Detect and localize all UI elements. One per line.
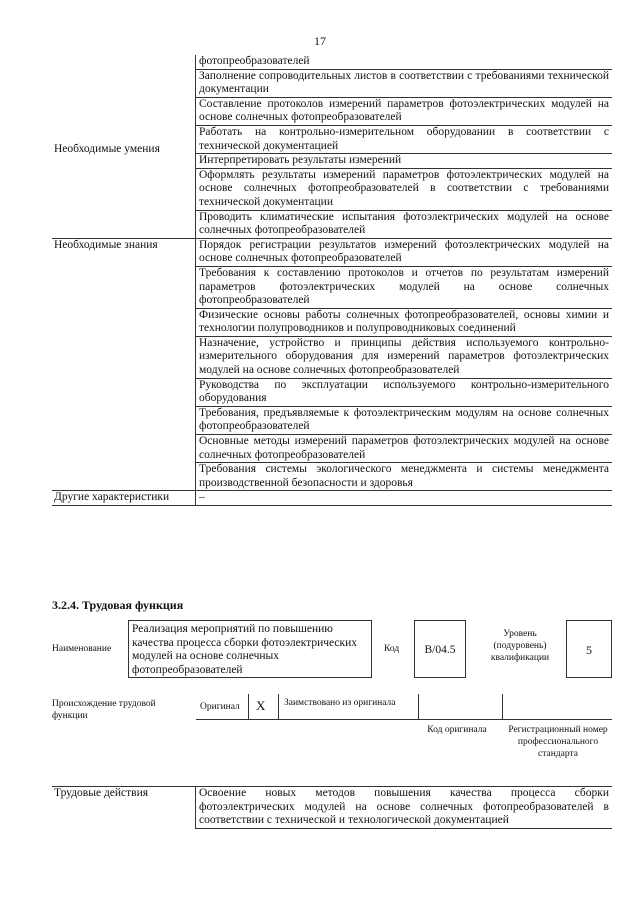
reg-number-caption: Регистрационный номер профессионального стандарта <box>508 725 608 759</box>
table-cell: Заполнение сопроводительных листов в соответствии с требованиями технической документации <box>196 69 613 97</box>
requirements-table <box>52 55 612 506</box>
code-original-caption: Код оригинала <box>427 725 487 735</box>
code-value: B/04.5 <box>414 620 466 678</box>
divider <box>248 694 249 720</box>
table-cell: Требования, предъявляемые к фотоэлектрическим модулям на основе солнечных фотопреобразователей <box>196 406 613 434</box>
divider <box>502 694 503 720</box>
table-cell: – <box>196 491 613 506</box>
table-cell: фотопреобразователей <box>196 55 613 69</box>
page-number: 17 <box>314 34 326 48</box>
table-row <box>52 97 612 125</box>
table-row <box>52 787 612 829</box>
origin-label: Происхождение трудовой функции <box>52 699 156 721</box>
table-cell: Интерпретировать результаты измерений <box>196 154 613 169</box>
table-cell: Работать на контрольно-измерительном оборудовании в соответствии с технической документацией <box>196 125 613 153</box>
borrowed-label: Заимствовано из оригинала <box>284 698 396 708</box>
level-label: Уровень (подуровень) квалификации <box>490 629 550 663</box>
section-heading: 3.2.4. Трудовая функция <box>52 598 184 612</box>
table-row <box>52 55 612 69</box>
original-label: Оригинал <box>200 702 240 712</box>
table-cell: Требования к составлению протоколов и отчетов по результатам измерений параметров фотоэлектрических модулей на основе солнечных фотопреобразователей <box>196 266 613 308</box>
code-label: Код <box>384 644 400 654</box>
original-mark: X <box>256 698 266 713</box>
divider <box>196 719 612 720</box>
divider <box>278 694 279 720</box>
actions-label: Трудовые действия <box>52 787 196 829</box>
table-cell: Назначение, устройство и принципы действия используемого контрольно-измерительного оборудования для измерений параметров фотоэлектрических модулей на основе солнечных фотопреобразователей <box>196 336 613 378</box>
divider <box>418 694 419 720</box>
table-cell: Физические основы работы солнечных фотопреобразователей, основы химии и технологии полупроводников и полупроводниковых соединений <box>196 308 613 336</box>
table-cell: Проводить климатические испытания фотоэлектрических модулей на основе солнечных фотопреобразователей <box>196 210 613 238</box>
table-cell: Оформлять результаты измерений параметров фотоэлектрических модулей на основе солнечных фотопреобразователей в соответствии с требованиями технической документации <box>196 168 613 210</box>
table-row <box>52 491 612 506</box>
actions-table <box>52 786 612 829</box>
row-label <box>52 55 196 97</box>
table-cell: Руководства по эксплуатации используемого контрольно-измерительного оборудования <box>196 378 613 406</box>
name-value: Реализация мероприятий по повышению качества процесса сборки фотоэлектрических модулей на основе солнечных фотопреобразователей <box>128 620 372 678</box>
skills-label: Необходимые умения <box>54 142 160 155</box>
table-cell: Порядок регистрации результатов измерений фотоэлектрических модулей на основе солнечных фотопреобразователей <box>196 238 613 266</box>
other-label: Другие характеристики <box>52 491 196 506</box>
table-cell: Основные методы измерений параметров фотоэлектрических модулей на основе солнечных фотопреобразователей <box>196 435 613 463</box>
table-cell: Требования системы экологического менеджмента и системы менеджмента производственной безопасности и здоровья <box>196 463 613 491</box>
knowledge-label: Необходимые знания <box>52 238 196 491</box>
name-label: Наименование <box>52 644 112 654</box>
table-row <box>52 238 612 266</box>
table-cell: Составление протоколов измерений параметров фотоэлектрических модулей на основе солнечных фотопреобразователей <box>196 97 613 125</box>
actions-value: Освоение новых методов повышения качества процесса сборки фотоэлектрических модулей на основе солнечных фотопреобразователей в соответствии с технической и технологической документацией <box>196 787 613 829</box>
level-value: 5 <box>566 620 612 678</box>
